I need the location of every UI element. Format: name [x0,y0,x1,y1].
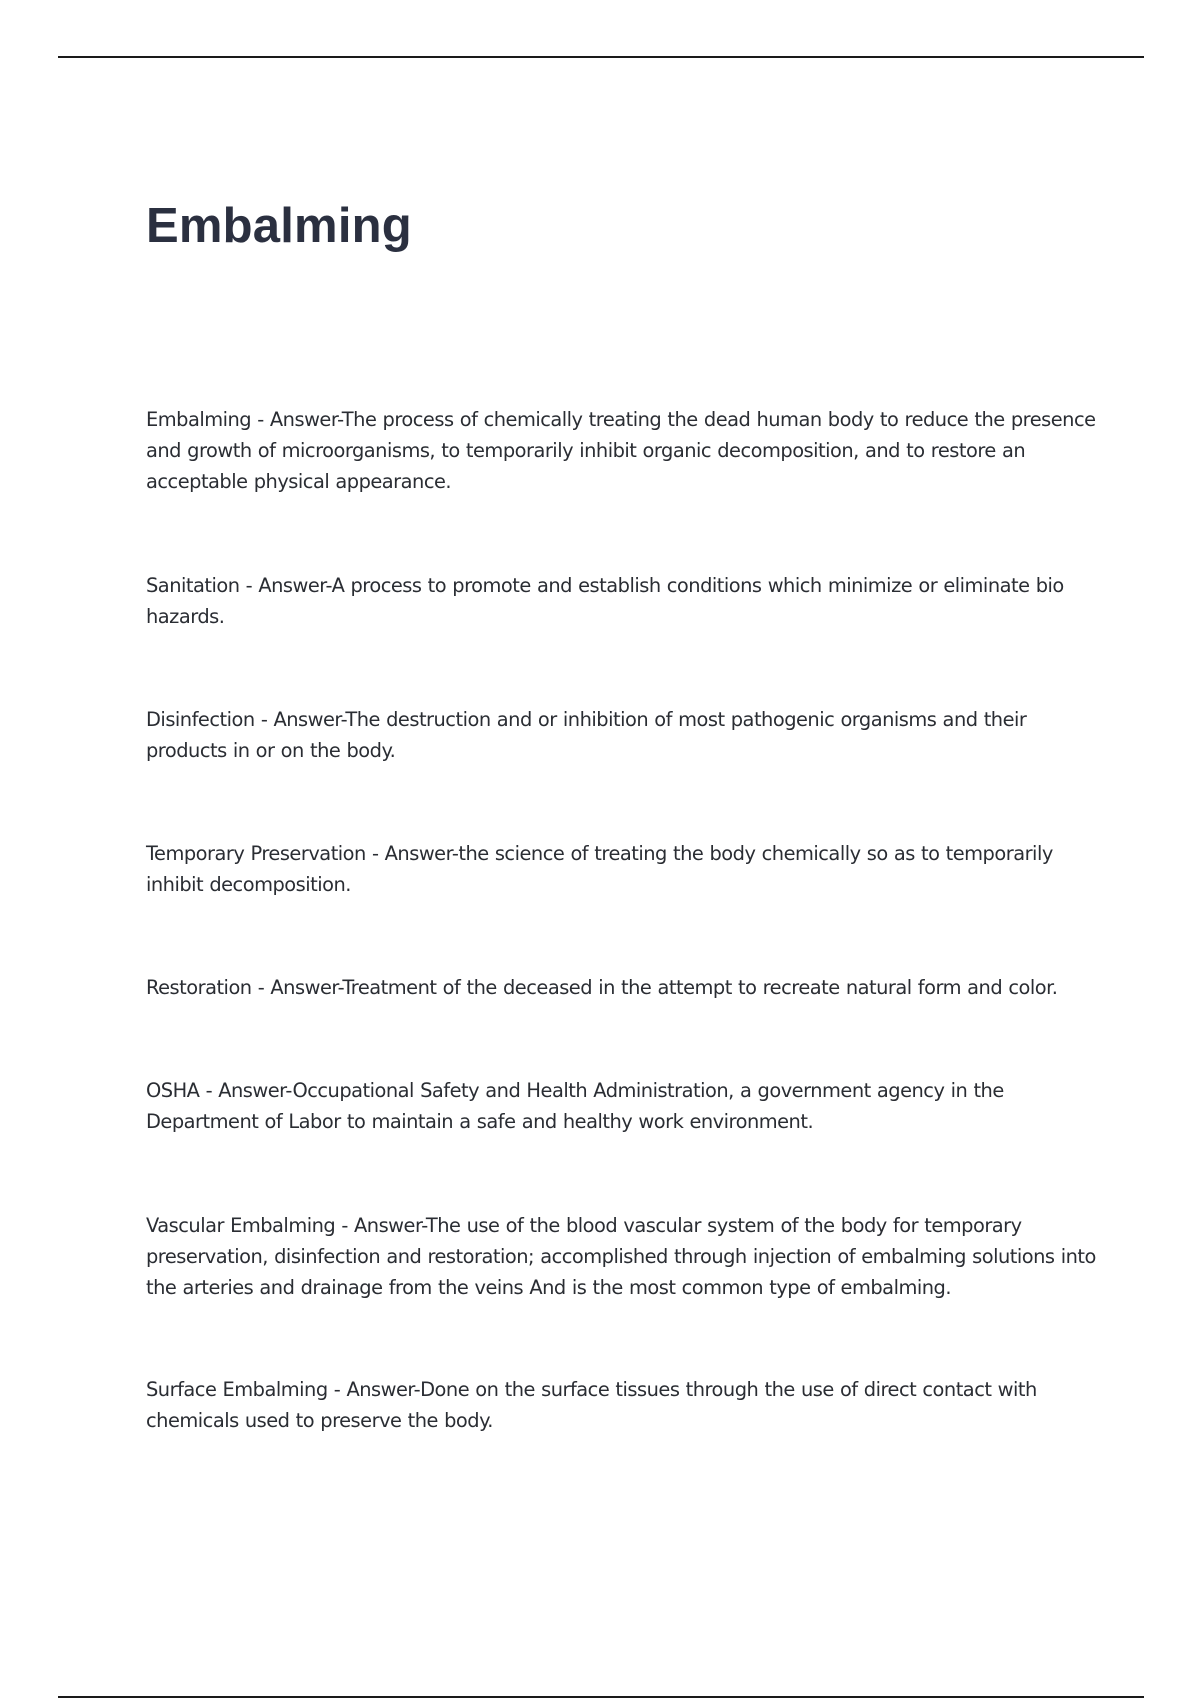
definition-entry: Vascular Embalming - Answer-The use of the blood vascular system of the body for temporary preservation, disinfection and restoration; accomplished through injection of embalming solutions into the arteries and drainage from the veins And is the most common type of embalming. [146,1214,1096,1299]
definition-entry: Surface Embalming - Answer-Done on the surface tissues through the use of direct contact with chemicals used to preserve the body. [146,1378,1037,1432]
definition-entry: Sanitation - Answer-A process to promote and establish conditions which minimize or eliminate bio hazards. [146,574,1064,628]
definition-entry: Disinfection - Answer-The destruction and or inhibition of most pathogenic organisms and their products in or on the body. [146,708,1027,762]
definition-entry: OSHA - Answer-Occupational Safety and Health Administration, a government agency in the Department of Labor to maintain a safe and healthy work environment. [146,1079,1004,1133]
definition-entry: Embalming - Answer-The process of chemically treating the dead human body to reduce the presence and growth of microorganisms, to temporarily inhibit organic decomposition, and to restore an acceptable physical appearance. [146,408,1096,493]
definition-entry: Restoration - Answer-Treatment of the deceased in the attempt to recreate natural form and color. [146,976,1058,999]
page-title: Embalming [146,199,412,253]
bottom-divider [58,1696,1144,1698]
top-divider [58,56,1144,58]
definition-entry: Temporary Preservation - Answer-the science of treating the body chemically so as to temporarily inhibit decomposition. [146,842,1053,896]
